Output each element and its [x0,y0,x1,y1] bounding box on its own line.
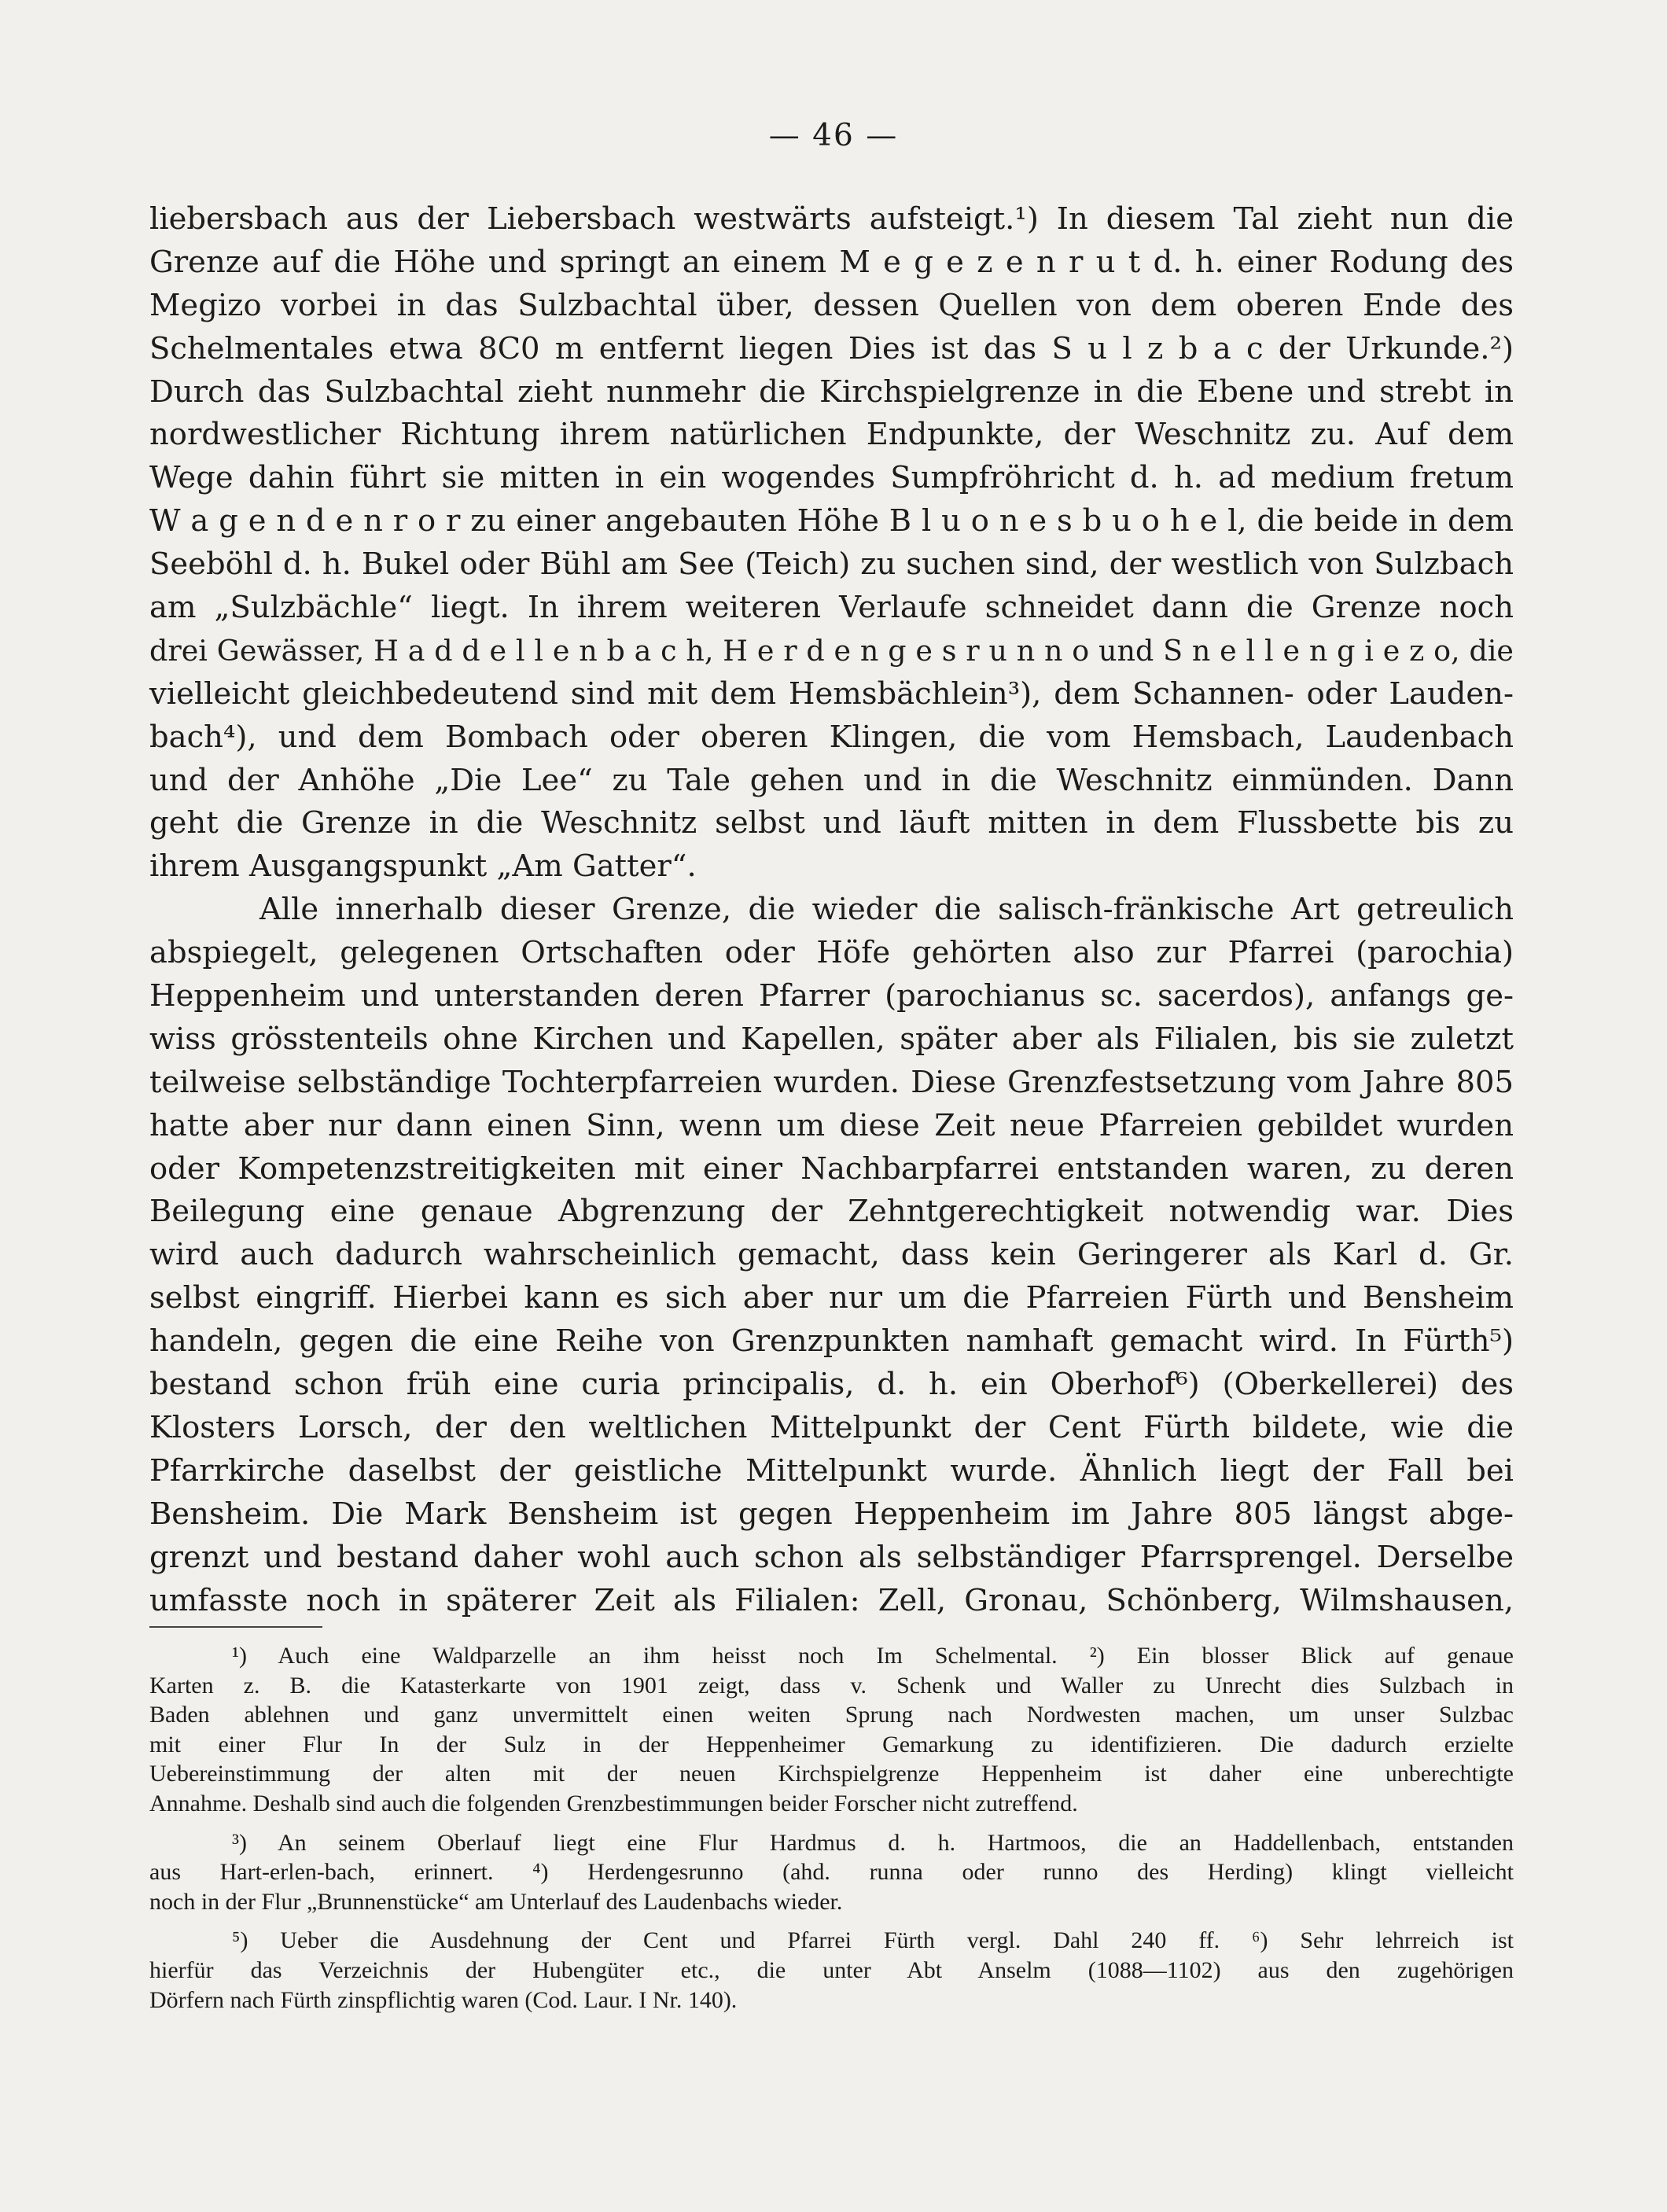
text-line: Megizo vorbei in das Sulzbachtal über, dessen Quellen von dem oberen Ende des [149,287,1514,323]
footnote-line: mit einer Flur In der Sulz in der Heppenheimer Gemarkung zu identifizieren. Die dadurch erzielte [149,1731,1514,1757]
text-line: vielleicht gleichbedeutend sind mit dem Hemsbächlein³), dem Schannen- oder Lauden- [149,675,1514,712]
text-line: und der Anhöhe „Die Lee“ zu Tale gehen und in die Weschnitz einmünden. Dann [149,762,1514,798]
text-line: ihrem Ausgangspunkt „Am Gatter“. [149,848,697,885]
footnote-line: Annahme. Deshalb sind auch die folgenden Grenzbestimmungen beider Forscher nicht zutreffend. [149,1790,1078,1816]
footnote-line: ³) An seinem Oberlauf liegt eine Flur Hardmus d. h. Hartmoos, die an Haddellenbach, entstanden [232,1829,1514,1856]
text-line: Durch das Sulzbachtal zieht nunmehr die Kirchspielgrenze in die Ebene und strebt in [149,374,1514,410]
footnote-line: ¹) Auch eine Waldparzelle an ihm heisst noch Im Schelmental. ²) Ein blosser Blick auf genaue [232,1643,1514,1669]
text-line: selbst eingriff. Hierbei kann es sich aber nur um die Pfarreien Fürth und Bensheim [149,1280,1514,1316]
text-line: wiss grösstenteils ohne Kirchen und Kapellen, später aber als Filialen, bis sie zuletzt [149,1021,1514,1057]
footnote-line: Uebereinstimmung der alten mit der neuen Kirchspielgrenze Heppenheim ist daher eine unberechtigte [149,1761,1514,1787]
footnote-line: noch in der Flur „Brunnenstücke“ am Unterlauf des Laudenbachs wieder. [149,1888,843,1915]
page-number: — 46 — [768,118,899,153]
text-line: bestand schon früh eine curia principalis, d. h. ein Oberhof⁶) (Oberkellerei) des [149,1367,1514,1403]
main-text [149,198,1514,1622]
text-line: Pfarrkirche daselbst der geistliche Mittelpunkt wurde. Ähnlich liegt der Fall bei [149,1452,1514,1489]
text-line: abspiegelt, gelegenen Ortschaften oder Höfe gehörten also zur Pfarrei (parochia) [149,935,1514,971]
text-line: bach⁴), und dem Bombach oder oberen Klingen, die vom Hemsbach, Laudenbach [149,719,1514,755]
text-line: Beilegung eine genaue Abgrenzung der Zehntgerechtigkeit notwendig war. Dies [149,1194,1514,1230]
text-line: grenzt und bestand daher wohl auch schon als selbständiger Pfarrsprengel. Derselbe [149,1539,1514,1575]
footnote-line: ⁵) Ueber die Ausdehnung der Cent und Pfarrei Fürth vergl. Dahl 240 ff. ⁶) Sehr lehrreich ist [232,1927,1514,1954]
text-line: teilweise selbständige Tochterpfarreien wurden. Diese Grenzfestsetzung vom Jahre 805 [149,1064,1514,1100]
text-line: am „Sulzbächle“ liegt. In ihrem weiteren Verlaufe schneidet dann die Grenze noch [149,590,1514,626]
text-line: nordwestlicher Richtung ihrem natürlichen Endpunkte, der Weschnitz zu. Auf dem [149,417,1514,453]
text-line: W a g e n d e n r o r zu einer angebauten Höhe B l u o n e s b u o h e l, die beide in dem [149,503,1514,539]
footnote-line: Baden ablehnen und ganz unvermittelt einen weiten Sprung nach Nordwesten machen, um unser Sulzbac [149,1702,1514,1728]
text-line: Alle innerhalb dieser Grenze, die wieder die salisch-fränkische Art getreulich [259,892,1514,928]
text-line: Grenze auf die Höhe und springt an einem M e g e z e n r u t d. h. einer Rodung des [149,244,1514,280]
footnote-line: Dörfern nach Fürth zinspflichtig waren (Cod. Laur. I Nr. 140). [149,1986,738,2013]
footnote-line: aus Hart-erlen-bach, erinnert. ⁴) Herdengesrunno (ahd. runna oder runno des Herding) klingt vielleicht [149,1859,1514,1886]
text-line: Wege dahin führt sie mitten in ein wogendes Sumpfröhricht d. h. ad medium fretum [149,460,1514,496]
text-line: drei Gewässer, H a d d e l l e n b a c h, H e r d e n g e s r u n n o und S n e l l e n g i e z o, die [149,633,1514,668]
text-line: liebersbach aus der Liebersbach westwärts aufsteigt.¹) In diesem Tal zieht nun die [149,201,1514,237]
text-line: Heppenheim und unterstanden deren Pfarrer (parochianus sc. sacerdos), anfangs ge- [149,978,1514,1014]
text-line: wird auch dadurch wahrscheinlich gemacht, dass kein Geringerer als Karl d. Gr. [149,1237,1514,1273]
text-line: geht die Grenze in die Weschnitz selbst und läuft mitten in dem Flussbette bis zu [149,805,1514,841]
text-line: Schelmentales etwa 8C0 m entfernt liegen Dies ist das S u l z b a c der Urkunde.²) [149,330,1514,366]
text-line: umfasste noch in späterer Zeit als Filialen: Zell, Gronau, Schönberg, Wilmshausen, [149,1582,1514,1618]
text-line: Klosters Lorsch, der den weltlichen Mittelpunkt der Cent Fürth bildete, wie die [149,1409,1514,1445]
text-line: hatte aber nur dann einen Sinn, wenn um diese Zeit neue Pfarreien gebildet wurden [149,1107,1514,1143]
text-line: Seeböhl d. h. Bukel oder Bühl am See (Teich) zu suchen sind, der westlich von Sulzbach [149,547,1514,583]
text-line: handeln, gegen die eine Reihe von Grenzpunkten namhaft gemacht wird. In Fürth⁵) [149,1323,1514,1360]
text-line: oder Kompetenzstreitigkeiten mit einer Nachbarpfarrei entstanden waren, zu deren [149,1150,1514,1187]
footnotes [149,1641,1514,2015]
text-line: Bensheim. Die Mark Bensheim ist gegen Heppenheim im Jahre 805 längst abge- [149,1496,1514,1532]
footnote-divider [149,1626,322,1628]
footnote-line: Karten z. B. die Katasterkarte von 1901 zeigt, dass v. Schenk und Waller zu Unrecht dies Sulzbach in [149,1672,1514,1699]
footnote-line: hierfür das Verzeichnis der Hubengüter etc., die unter Abt Anselm (1088—1102) aus den zugehörigen [149,1956,1514,1983]
